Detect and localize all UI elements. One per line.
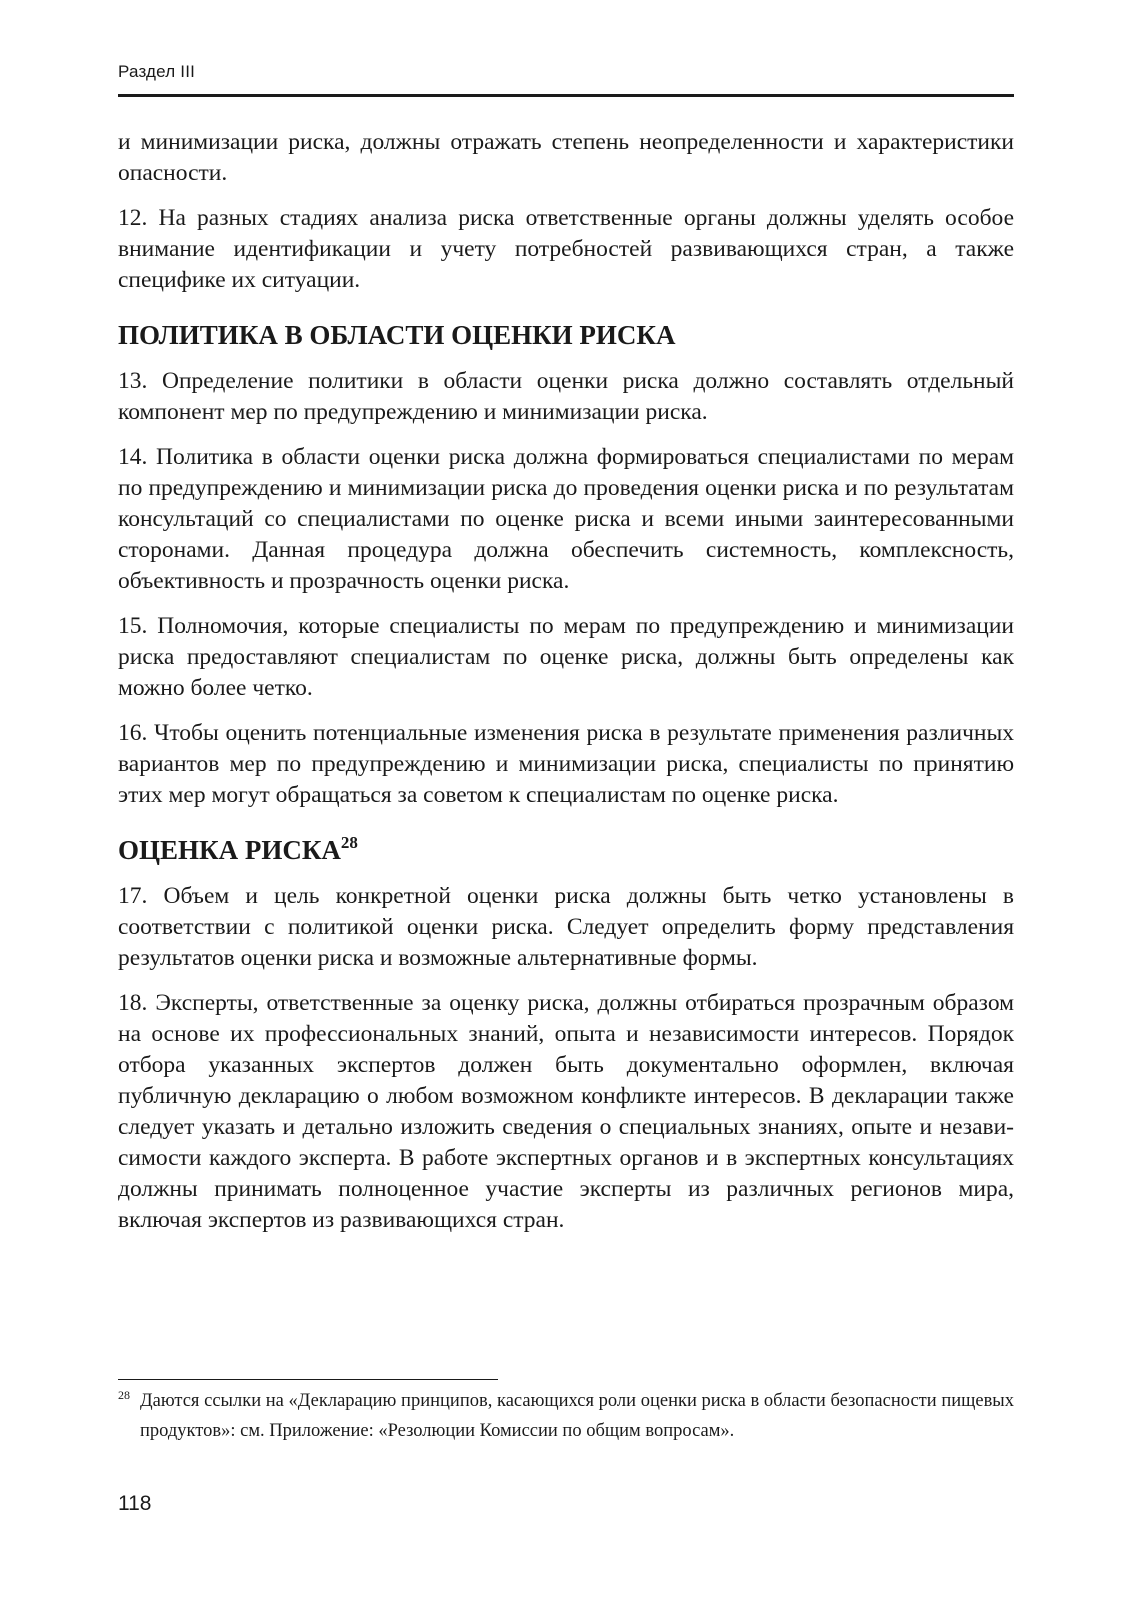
paragraph-16: 16. Чтобы оценить потенциальные изменения риска в результате применения различных вариантов мер по предупреждению и минимизации риска, специалисты по принятию этих мер могут обращаться за советом к специалистам по оценке риска. — [118, 720, 1014, 808]
footnote-reference[interactable]: 28 — [340, 833, 358, 852]
footnote-line: $^{28}$ Даются ссылки на «Декларацию принципов, касающихся роли оценки риска в области безопасности пищевых продуктов»: см. Приложение: «Резолюции Комиссии по общим вопросам». — [118, 1388, 1014, 1441]
footnote — [118, 1386, 1014, 1446]
header-rule — [118, 94, 1014, 97]
page-number: 118 — [118, 1492, 152, 1515]
paragraph-13: 13. Определение политики в области оценки риска должно составлять отдельный компонент мер по предупреждению и минимизации риска. — [118, 368, 1014, 425]
paragraph-17: 17. Объем и цель конкретной оценки риска должны быть четко установлены в соответствии с политикой оценки риска. Следует определить форму представления результатов оценки риска и возможные альтернативные формы. — [118, 883, 1014, 971]
section-heading-text: ОЦЕНКА РИСКА — [118, 835, 341, 865]
paragraph-12: 12. На разных стадиях анализа риска ответственные органы должны уделять особое внимание идентификации и учету потребностей развивающихся стран, а также специфике их ситуации. — [118, 205, 1014, 293]
running-head: Раздел III — [118, 62, 196, 81]
footnote-rule — [118, 1379, 498, 1380]
paragraph-15: 15. Полномочия, которые специалисты по мерам по предупреждению и минимизации риска предоставляют специалистам по оценке риска, должны быть определены как можно более четко. — [118, 613, 1014, 701]
section-heading-risk-assessment-policy: ПОЛИТИКА В ОБЛАСТИ ОЦЕНКИ РИСКА — [118, 320, 676, 350]
section-heading-risk-assessment — [118, 833, 1014, 867]
document-page — [118, 0, 1014, 1600]
paragraph-14: 14. Политика в области оценки риска должна формироваться специалистами по мерам по предупреждению и минимизации риска до проведения оценки риска и по результатам консультаций со специалистами по оценке риска и всеми иными заинтересованными сторонами. Данная процедура должна обеспечить системность, комплексность, объективность и прозрачность оценки риска. — [118, 444, 1014, 594]
paragraph-18: 18. Эксперты, ответственные за оценку риска, должны отбираться прозрачным образом на основе их профессиональных знаний, опыта и независимости интересов. Порядок отбора указанных экспертов должен быть документально оформлен, включая публичную декларацию о любом возможном конфликте интересов. В декларации также следует указать и детально изложить сведения о специальных знаниях, опыте и независимости каждого эксперта. В работе экспертных органов и в экспертных консультациях должны принимать полноценное участие эксперты из различных регионов мира, включая экспертов из развивающихся стран. — [118, 990, 1014, 1233]
body-text — [118, 127, 1014, 1250]
footnote-text: Даются ссылки на «Декларацию принципов, касающихся роли оценки риска в области безопасности пищевых продуктов»: см. Приложение: «Резолюции Комиссии по общим вопросам». — [140, 1391, 1014, 1441]
paragraph-continuation: и минимизации риска, должны отражать степень неопределенности и характеристики опасности. — [118, 129, 1014, 186]
